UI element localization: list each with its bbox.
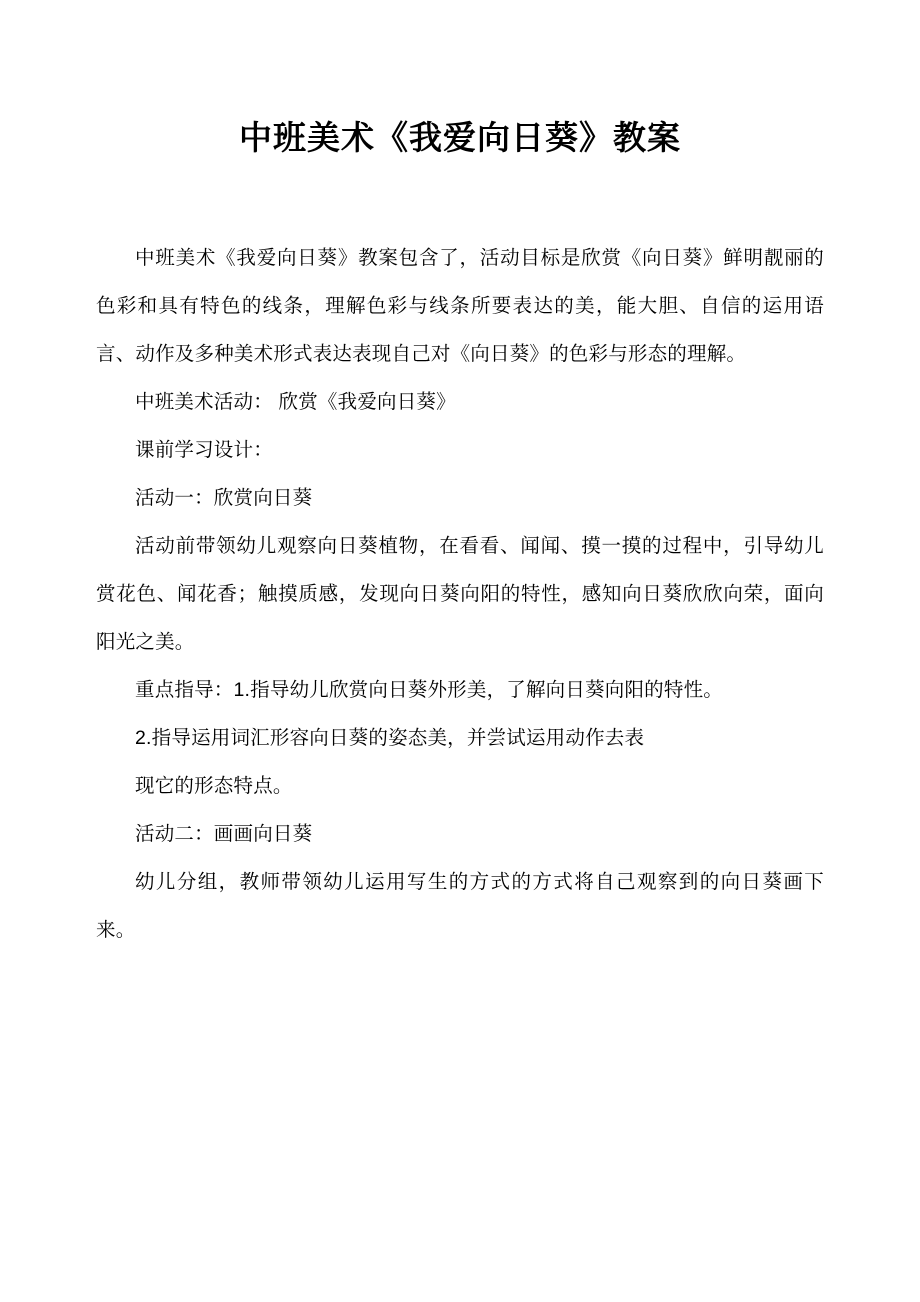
paragraph-10: 幼儿分组，教师带领幼儿运用写生的方式的方式将自己观察到的向日葵画下来。 xyxy=(96,871,824,941)
paragraph-4: 活动一：欣赏向日葵 xyxy=(135,487,313,509)
paragraph-1: 中班美术《我爱向日葵》教案包含了，活动目标是欣赏《向日葵》鲜明靓丽的色彩和具有特色的线条，理解色彩与线条所要表达的美，能大胆、自信的运用语言、动作及多种美术形式表达表现自己对《向日葵》的色彩与形态的理解。 xyxy=(96,247,824,365)
paragraph-6: 重点指导：1.指导幼儿欣赏向日葵外形美，了解向日葵向阳的特性。 xyxy=(135,679,723,701)
paragraph-8: 现它的形态特点。 xyxy=(135,775,293,797)
paragraph-3: 课前学习设计： xyxy=(135,439,273,461)
page-title: 中班美术《我爱向日葵》教案 xyxy=(239,119,681,156)
paragraph-2: 中班美术活动： 欣赏《我爱向日葵》 xyxy=(135,391,456,413)
document-body xyxy=(96,234,824,954)
paragraph-7: 2.指导运用词汇形容向日葵的姿态美，并尝试运用动作去表 xyxy=(135,727,645,749)
paragraph-5: 活动前带领幼儿观察向日葵植物，在看看、闻闻、摸一摸的过程中，引导幼儿赏花色、闻花香；触摸质感，发现向日葵向阳的特性，感知向日葵欣欣向荣，面向阳光之美。 xyxy=(96,535,824,653)
paragraph-9: 活动二：画画向日葵 xyxy=(135,823,313,845)
